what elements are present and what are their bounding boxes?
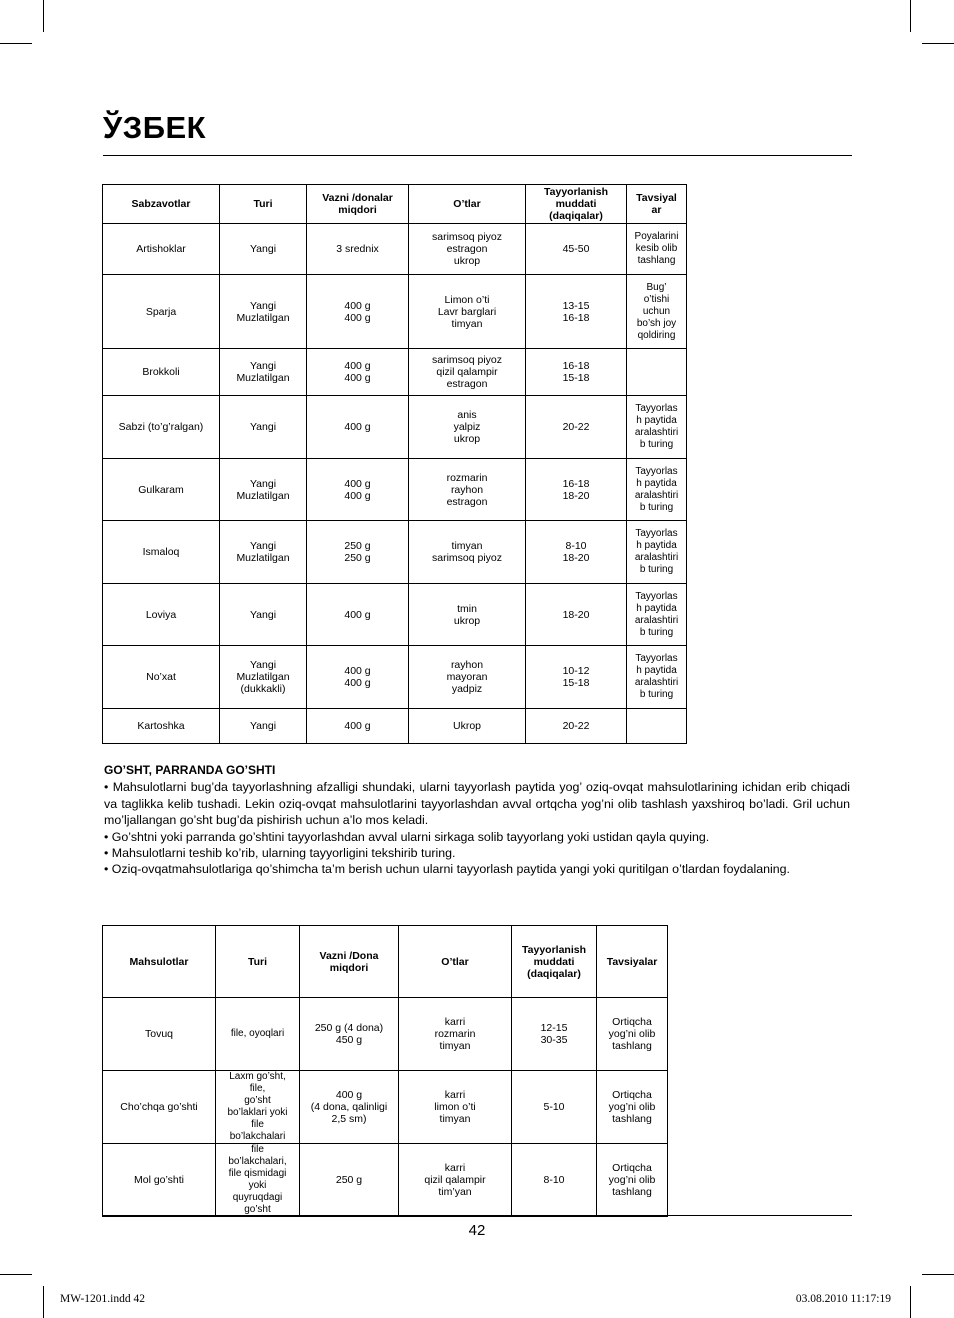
page-title: ЎЗБЕК — [103, 110, 207, 145]
table-cell: 400 g 400 g — [307, 349, 409, 396]
table-cell: file, oyoqlari — [216, 998, 300, 1071]
table-cell: Tovuq — [103, 998, 216, 1071]
table-cell: Mol go’shti — [103, 1144, 216, 1217]
table-cell: Gulkaram — [103, 459, 220, 521]
table-cell: Limon o’ti Lavr barglari timyan — [409, 275, 526, 349]
table-cell: Yangi — [220, 709, 307, 744]
table-cell: Cho’chqa go’shti — [103, 1071, 216, 1144]
crop-mark — [43, 1286, 44, 1318]
table-cell: sarimsoq piyoz estragon ukrop — [409, 224, 526, 275]
paragraph: • Go’shtni yoki parranda go’shtini tayyorlashdan avval ularni sirkaga solib tayyorlang yoki ustidan qayla quying. — [104, 829, 710, 844]
section-title: GO’SHT, PARRANDA GO’SHTI — [104, 763, 276, 777]
table-row — [103, 1144, 668, 1217]
table-cell: Tayyorlas h paytida aralashtiri b turing — [627, 646, 687, 709]
column-header: Tayyorlanish muddati (daqiqalar) — [512, 926, 597, 998]
table-cell: Ortiqcha yog’ni olib tashlang — [597, 1071, 668, 1144]
table-cell: 12-15 30-35 — [512, 998, 597, 1071]
table-cell: 8-10 — [512, 1144, 597, 1217]
table-cell: 13-15 16-18 — [526, 275, 627, 349]
column-header: Tavsiyalar — [597, 926, 668, 998]
table-cell: Ukrop — [409, 709, 526, 744]
table-row — [103, 224, 687, 275]
table-cell: file bo’lakchalari, file qismidagi yoki quyruqdagi go’sht — [216, 1144, 300, 1217]
table-cell: Poyalarini kesib olib tashlang — [627, 224, 687, 275]
table-cell: rozmarin rayhon estragon — [409, 459, 526, 521]
column-header: Sabzavotlar — [103, 185, 220, 224]
table-cell: karri rozmarin timyan — [399, 998, 512, 1071]
table-cell — [627, 709, 687, 744]
crop-mark — [910, 0, 911, 32]
crop-mark — [43, 0, 44, 32]
column-header: Turi — [216, 926, 300, 998]
table-row — [103, 396, 687, 459]
paragraph: • Mahsulotlarni teshib ko’rib, ularning tayyorligini tekshirib turing. — [104, 846, 456, 861]
table-cell: tmin ukrop — [409, 584, 526, 646]
table-cell: Tayyorlas h paytida aralashtiri b turing — [627, 521, 687, 584]
crop-mark — [0, 1274, 32, 1275]
paragraph: • Oziq-ovqatmahsulotlariga qo’shimcha ta’m berish uchun ularni tayyorlash paytida yangi yoki quritilgan o’tlardan foydalaning. — [104, 862, 790, 877]
table-cell: Yangi Muzlatilgan — [220, 275, 307, 349]
page-number: 42 — [468, 1222, 486, 1239]
table-cell: 3 srednix — [307, 224, 409, 275]
table-cell: karri qizil qalampir tim’yan — [399, 1144, 512, 1217]
table-cell: Artishoklar — [103, 224, 220, 275]
table-cell: sarimsoq piyoz qizil qalampir estragon — [409, 349, 526, 396]
table-cell: Tayyorlas h paytida aralashtiri b turing — [627, 459, 687, 521]
column-header: Tayyorlanish muddati (daqiqalar) — [526, 185, 627, 224]
table-cell: Sparja — [103, 275, 220, 349]
table-cell: Ortiqcha yog’ni olib tashlang — [597, 998, 668, 1071]
table-row — [103, 275, 687, 349]
table-cell: 20-22 — [526, 709, 627, 744]
print-slug-file: MW-1201.indd 42 — [60, 1293, 145, 1305]
crop-mark — [922, 1274, 954, 1275]
paragraph: • Mahsulotlarni bug’da tayyorlashning afzalligi shundaki, ularni tayyorlash paytida yog’ oziq-ovqat mahsulotlarining ichidan erib chiqadi va taglikka kelib tushadi. Lekin oziq-ovqat mahsulotlarini tayyorlashdan avval ortqcha yog’ni olib tashlash yaxshiroq bo’ladi. Gril uchun mo’ljallangan go’sht bug’da pishirish uchun a’lo mos keladi. — [104, 780, 850, 828]
table-cell — [627, 349, 687, 396]
table-cell: 250 g — [300, 1144, 399, 1217]
table-cell: 5-10 — [512, 1071, 597, 1144]
table-row — [103, 521, 687, 584]
table-cell: Loviya — [103, 584, 220, 646]
table-row — [103, 646, 687, 709]
table-cell: 400 g 400 g — [307, 275, 409, 349]
table-cell: 250 g 250 g — [307, 521, 409, 584]
table-cell: Bug’ o’tishi uchun bo’sh joy qoldiring — [627, 275, 687, 349]
crop-mark — [922, 43, 954, 44]
table-cell: karri limon o’ti timyan — [399, 1071, 512, 1144]
table-cell: 45-50 — [526, 224, 627, 275]
column-header: Turi — [220, 185, 307, 224]
table-row — [103, 349, 687, 396]
table-cell: Laxm go’sht, file, go’sht bo’laklari yoki file bo’lakchalari — [216, 1071, 300, 1144]
table-cell: 400 g — [307, 396, 409, 459]
table-cell: Yangi — [220, 224, 307, 275]
table-cell: 400 g 400 g — [307, 459, 409, 521]
table-cell: Yangi Muzlatilgan (dukkakli) — [220, 646, 307, 709]
meat-table — [102, 925, 668, 1217]
column-header: Vazni /donalar miqdori — [307, 185, 409, 224]
table-cell: Ismaloq — [103, 521, 220, 584]
table-cell: 400 g (4 dona, qalinligi 2,5 sm) — [300, 1071, 399, 1144]
table-cell: Ortiqcha yog’ni olib tashlang — [597, 1144, 668, 1217]
table-cell: Tayyorlas h paytida aralashtiri b turing — [627, 396, 687, 459]
table-cell: 18-20 — [526, 584, 627, 646]
table-row — [103, 709, 687, 744]
table-header-row — [103, 185, 687, 224]
table-cell: Kartoshka — [103, 709, 220, 744]
table-row — [103, 1071, 668, 1144]
footer-divider — [103, 1215, 852, 1216]
column-header: O’tlar — [409, 185, 526, 224]
column-header: O’tlar — [399, 926, 512, 998]
table-cell: Sabzi (to’g’ralgan) — [103, 396, 220, 459]
table-cell: Yangi Muzlatilgan — [220, 521, 307, 584]
table-cell: Yangi — [220, 584, 307, 646]
vegetables-table — [102, 184, 687, 744]
print-slug-date: 03.08.2010 11:17:19 — [795, 1293, 891, 1305]
table-cell: No’xat — [103, 646, 220, 709]
table-row — [103, 459, 687, 521]
table-cell: Yangi Muzlatilgan — [220, 349, 307, 396]
column-header: Mahsulotlar — [103, 926, 216, 998]
title-divider — [103, 155, 852, 156]
column-header: Vazni /Dona miqdori — [300, 926, 399, 998]
table-row — [103, 998, 668, 1071]
table-cell: 16-18 15-18 — [526, 349, 627, 396]
column-header: Tavsiyal ar — [627, 185, 687, 224]
table-cell: 8-10 18-20 — [526, 521, 627, 584]
table-cell: Yangi — [220, 396, 307, 459]
table-cell: Tayyorlas h paytida aralashtiri b turing — [627, 584, 687, 646]
crop-mark — [0, 43, 32, 44]
table-cell: 16-18 18-20 — [526, 459, 627, 521]
table-cell: 10-12 15-18 — [526, 646, 627, 709]
table-cell: anis yalpiz ukrop — [409, 396, 526, 459]
table-cell: 400 g 400 g — [307, 646, 409, 709]
table-cell: 400 g — [307, 584, 409, 646]
table-cell: 20-22 — [526, 396, 627, 459]
table-cell: 250 g (4 dona) 450 g — [300, 998, 399, 1071]
table-cell: rayhon mayoran yadpiz — [409, 646, 526, 709]
table-cell: 400 g — [307, 709, 409, 744]
table-header-row — [103, 926, 668, 998]
table-cell: Yangi Muzlatilgan — [220, 459, 307, 521]
table-cell: timyan sarimsoq piyoz — [409, 521, 526, 584]
table-row — [103, 584, 687, 646]
meat-poultry-section — [104, 762, 850, 878]
table-cell: Brokkoli — [103, 349, 220, 396]
crop-mark — [910, 1286, 911, 1318]
